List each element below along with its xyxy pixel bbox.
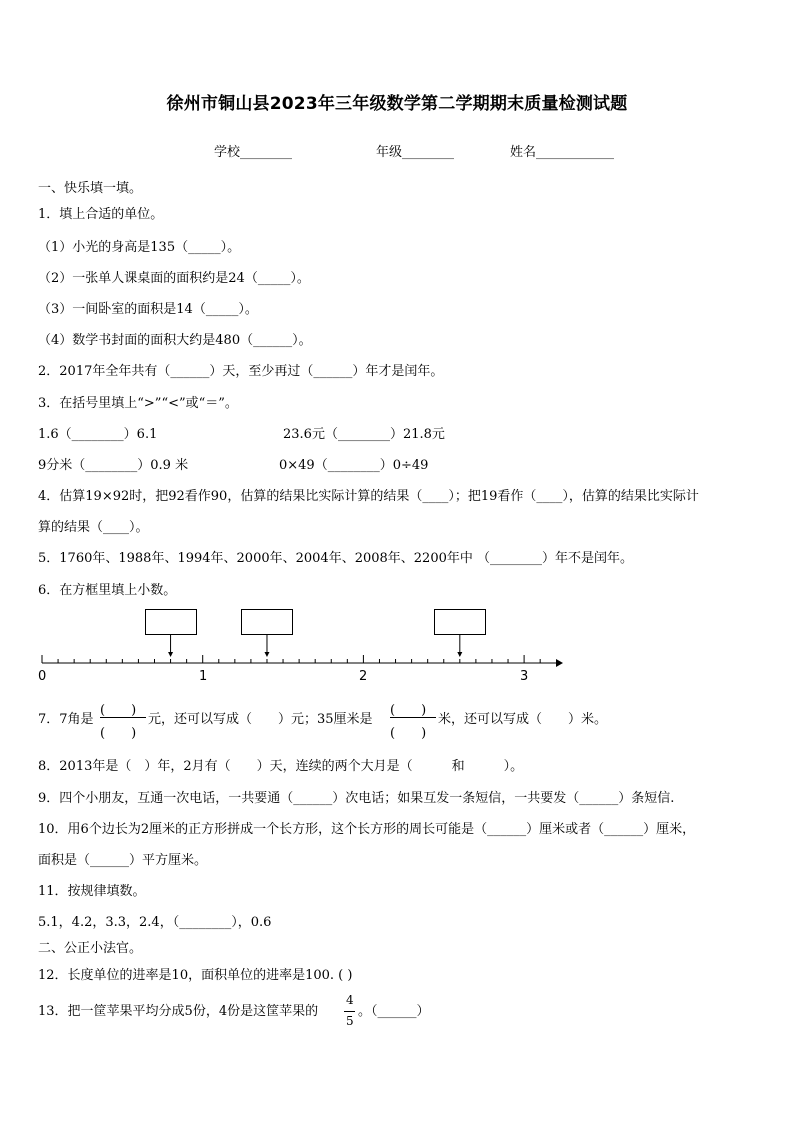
fraction-2-numerator[interactable]: ( ) — [390, 703, 427, 718]
question-13-part-b: 。（______） — [358, 1004, 430, 1019]
name-field[interactable]: 姓名____________ — [510, 145, 615, 160]
question-4-line-1: 4．估算19×92时，把92看作90，估算的结果比实际计算的结果（____）；把19看作（____），估算的结果比实际计 — [38, 489, 699, 504]
page-title: 徐州市铜山县2023年三年级数学第二学期期末质量检测试题 — [166, 94, 628, 114]
question-7-part-b: 元，还可以写成（ ）元；35厘米是 — [148, 712, 373, 727]
question-11-sequence: 5.1，4.2，3.3，2.4，（________），0.6 — [38, 915, 272, 930]
question-1: 1．填上合适的单位。 — [38, 207, 164, 222]
fraction-3-denominator: 5 — [346, 1014, 354, 1028]
question-8: 8．2013年是（ ）年，2月有（ ）天，连续的两个大月是（ 和 ）。 — [38, 759, 524, 774]
pointer-arrow-1 — [168, 652, 173, 657]
question-10-line-1: 10．用6个边长为2厘米的正方形拼成一个长方形，这个长方形的周长可能是（______）厘米或者（______）厘米， — [38, 822, 696, 837]
fraction-3-numerator: 4 — [346, 993, 354, 1007]
question-3-b: 23.6元（________）21.8元 — [283, 427, 445, 442]
fraction-2-denominator[interactable]: ( ) — [390, 726, 427, 741]
question-1-3: （3）一间卧室的面积是14（_____）。 — [38, 302, 258, 317]
pointer-arrow-2 — [264, 652, 269, 657]
answer-box-2[interactable] — [241, 609, 293, 635]
fraction-1-bar — [100, 717, 146, 718]
number-line-arrowhead — [556, 659, 563, 667]
section-1-heading: 一、快乐填一填。 — [38, 181, 143, 196]
question-11: 11．按规律填数。 — [38, 884, 146, 899]
question-1-2: （2）一张单人课桌面的面积约是24（_____）。 — [38, 271, 310, 286]
pointer-arrow-3 — [457, 652, 462, 657]
question-1-4: （4）数学书封面的面积大约是480（______）。 — [38, 333, 312, 348]
section-2-heading: 二、公正小法官。 — [38, 941, 143, 956]
question-4-line-2: 算的结果（____）。 — [38, 520, 149, 535]
question-3-c: 9分米（________）0.9 米 — [38, 458, 189, 473]
tick-label-1: 1 — [199, 669, 208, 684]
school-field[interactable]: 学校________ — [214, 145, 293, 160]
question-7-part-c: 米，还可以写成（ ）米。 — [438, 712, 608, 727]
question-6: 6．在方框里填上小数。 — [38, 583, 177, 598]
number-line — [0, 604, 794, 684]
tick-label-3: 3 — [520, 669, 529, 684]
question-13-part-a: 13．把一筐苹果平均分成5份，4份是这筐苹果的 — [38, 1004, 319, 1019]
fraction-1-denominator[interactable]: ( ) — [100, 726, 137, 741]
question-1-1: （1）小光的身高是135（_____）。 — [38, 240, 241, 255]
question-10-line-2: 面积是（______）平方厘米。 — [38, 853, 208, 868]
question-5: 5．1760年、1988年、1994年、2000年、2004年、2008年、2200年中 （________）年不是闰年。 — [38, 551, 633, 566]
answer-box-3[interactable] — [434, 609, 486, 635]
question-9: 9．四个小朋友，互通一次电话，一共要通（______）次电话；如果互发一条短信，一共要发（______）条短信. — [38, 791, 675, 806]
grade-field[interactable]: 年级________ — [376, 145, 455, 160]
question-2: 2．2017年全年共有（______）天，至少再过（______）年才是闰年。 — [38, 364, 444, 379]
question-3: 3．在括号里填上“>”“<”或“＝”。 — [38, 396, 238, 411]
question-3-d: 0×49（________）0÷49 — [279, 458, 429, 473]
fraction-3-bar — [344, 1011, 355, 1012]
question-7-part-a: 7．7角是 — [38, 712, 94, 727]
question-3-a: 1.6（________）6.1 — [38, 427, 158, 442]
answer-box-1[interactable] — [145, 609, 197, 635]
tick-label-2: 2 — [359, 669, 368, 684]
question-12: 12．长度单位的进率是10，面积单位的进率是100. ( ) — [38, 968, 353, 983]
tick-label-0: 0 — [38, 669, 47, 684]
fraction-1-numerator[interactable]: ( ) — [100, 703, 137, 718]
fraction-2-bar — [390, 717, 436, 718]
